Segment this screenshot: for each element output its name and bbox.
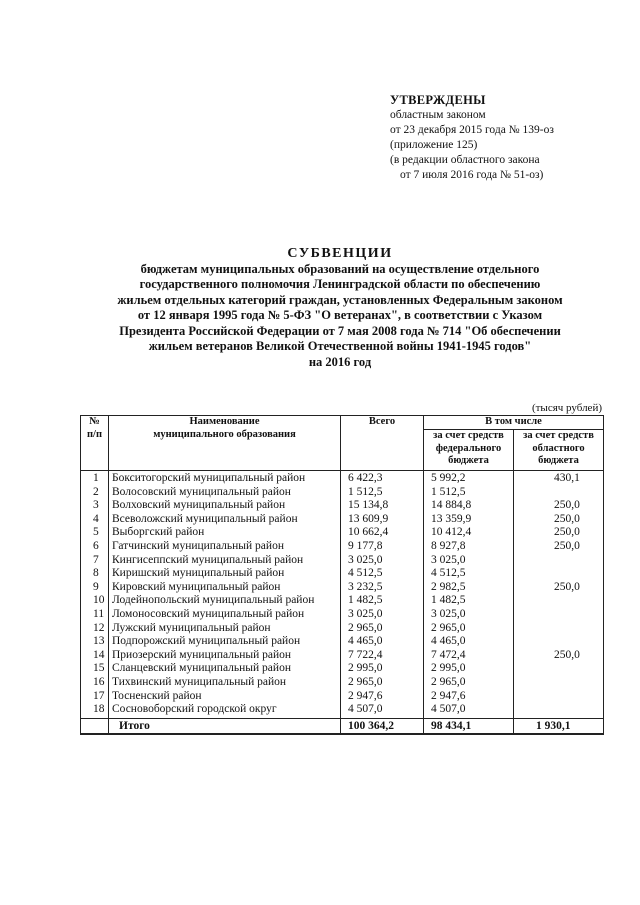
row-federal: 5 992,2: [424, 471, 514, 486]
row-federal: 3 025,0: [424, 554, 514, 568]
row-regional: 250,0: [514, 581, 604, 595]
row-num: 6: [81, 540, 109, 554]
subventions-table: [80, 415, 604, 735]
row-total: 3 025,0: [341, 608, 424, 622]
table-row: [81, 622, 604, 636]
row-total: 6 422,3: [341, 471, 424, 486]
title-line-5: Президента Российской Федерации от 7 мая 2008 года № 714 "Об обеспечении: [119, 323, 561, 338]
row-regional: 250,0: [514, 499, 604, 513]
totals-federal: 98 434,1: [424, 718, 514, 734]
row-federal: 8 927,8: [424, 540, 514, 554]
row-municipality-name: Сосновоборский городской округ: [109, 703, 341, 718]
row-total: 4 512,5: [341, 567, 424, 581]
row-num: 18: [81, 703, 109, 718]
row-num: 16: [81, 676, 109, 690]
table-row: [81, 486, 604, 500]
row-municipality-name: Бокситогорский муниципальный район: [109, 471, 341, 486]
row-num: 9: [81, 581, 109, 595]
row-regional: 250,0: [514, 526, 604, 540]
totals-row: [81, 718, 604, 734]
row-regional: [514, 676, 604, 690]
approval-line-5: от 7 июля 2016 года № 51-оз): [400, 169, 544, 181]
document-title: [80, 246, 600, 370]
row-regional: [514, 703, 604, 718]
row-regional: 250,0: [514, 513, 604, 527]
row-federal: 2 965,0: [424, 676, 514, 690]
approval-line-3: (приложение 125): [390, 139, 478, 151]
table-row: [81, 581, 604, 595]
table-row: [81, 567, 604, 581]
table-row: [81, 690, 604, 704]
totals-total: 100 364,2: [341, 718, 424, 734]
row-total: 13 609,9: [341, 513, 424, 527]
row-municipality-name: Приозерский муниципальный район: [109, 649, 341, 663]
row-federal: 1 482,5: [424, 594, 514, 608]
header-federal: за счет средств федерального бюджета: [424, 430, 514, 471]
row-num: 12: [81, 622, 109, 636]
row-municipality-name: Сланцевский муниципальный район: [109, 662, 341, 676]
row-municipality-name: Всеволожский муниципальный район: [109, 513, 341, 527]
row-total: 1 512,5: [341, 486, 424, 500]
row-regional: 250,0: [514, 540, 604, 554]
row-municipality-name: Тихвинский муниципальный район: [109, 676, 341, 690]
row-regional: [514, 554, 604, 568]
row-num: 13: [81, 635, 109, 649]
table-row: [81, 703, 604, 718]
row-regional: 430,1: [514, 471, 604, 486]
table-body: [81, 471, 604, 719]
row-municipality-name: Кировский муниципальный район: [109, 581, 341, 595]
table-row: [81, 513, 604, 527]
row-municipality-name: Гатчинский муниципальный район: [109, 540, 341, 554]
row-municipality-name: Подпорожский муниципальный район: [109, 635, 341, 649]
row-municipality-name: Волховский муниципальный район: [109, 499, 341, 513]
row-federal: 4 507,0: [424, 703, 514, 718]
table-row: [81, 594, 604, 608]
row-federal: 2 947,6: [424, 690, 514, 704]
row-total: 2 947,6: [341, 690, 424, 704]
row-total: 15 134,8: [341, 499, 424, 513]
row-regional: [514, 567, 604, 581]
row-total: 4 465,0: [341, 635, 424, 649]
row-municipality-name: Лодейнопольский муниципальный район: [109, 594, 341, 608]
row-regional: [514, 594, 604, 608]
totals-label: Итого: [109, 718, 341, 734]
header-name: [109, 416, 341, 471]
header-including: В том числе: [424, 416, 604, 430]
table-row: [81, 540, 604, 554]
row-municipality-name: Выборгский район: [109, 526, 341, 540]
row-regional: [514, 622, 604, 636]
row-federal: 14 884,8: [424, 499, 514, 513]
header-num: № п/п: [81, 416, 109, 471]
row-municipality-name: Тосненский район: [109, 690, 341, 704]
title-line-3: жильем отдельных категорий граждан, установленных Федеральным законом: [117, 292, 563, 307]
row-num: 17: [81, 690, 109, 704]
table-row: [81, 471, 604, 486]
row-total: 7 722,4: [341, 649, 424, 663]
table-row: [81, 608, 604, 622]
table-row: [81, 554, 604, 568]
row-federal: 3 025,0: [424, 608, 514, 622]
row-regional: [514, 486, 604, 500]
row-total: 1 482,5: [341, 594, 424, 608]
row-federal: 1 512,5: [424, 486, 514, 500]
title-line-2: государственного полномочия Ленинградской области по обеспечению: [139, 277, 541, 291]
title-line-7: на 2016 год: [308, 354, 372, 369]
row-num: 1: [81, 471, 109, 486]
row-num: 4: [81, 513, 109, 527]
row-municipality-name: Кингисеппский муниципальный район: [109, 554, 341, 568]
row-num: 10: [81, 594, 109, 608]
row-num: 8: [81, 567, 109, 581]
header-regional: за счет средств областного бюджета: [514, 430, 604, 471]
row-regional: [514, 662, 604, 676]
approval-heading: УТВЕРЖДЕНЫ: [390, 93, 486, 107]
row-num: 3: [81, 499, 109, 513]
row-federal: 10 412,4: [424, 526, 514, 540]
row-num: 7: [81, 554, 109, 568]
row-num: 2: [81, 486, 109, 500]
totals-num-cell: [81, 718, 109, 734]
row-total: 9 177,8: [341, 540, 424, 554]
header-name-line-2: муниципального образования: [153, 428, 296, 440]
row-total: 3 232,5: [341, 581, 424, 595]
row-num: 14: [81, 649, 109, 663]
row-federal: 2 982,5: [424, 581, 514, 595]
table-row: [81, 499, 604, 513]
row-federal: 4 465,0: [424, 635, 514, 649]
row-regional: [514, 608, 604, 622]
table-row: [81, 662, 604, 676]
table-row: [81, 526, 604, 540]
row-total: 3 025,0: [341, 554, 424, 568]
row-num: 5: [81, 526, 109, 540]
row-regional: [514, 690, 604, 704]
row-total: 10 662,4: [341, 526, 424, 540]
title-line-1: бюджетам муниципальных образований на осуществление отдельного: [140, 261, 540, 276]
header-name-line-1: Наименование: [189, 416, 260, 427]
row-total: 2 995,0: [341, 662, 424, 676]
row-federal: 2 995,0: [424, 662, 514, 676]
table-row: [81, 635, 604, 649]
approval-line-2: от 23 декабря 2015 года № 139-оз: [390, 124, 554, 136]
row-num: 15: [81, 662, 109, 676]
row-federal: 7 472,4: [424, 649, 514, 663]
row-municipality-name: Волосовский муниципальный район: [109, 486, 341, 500]
approval-line-1: областным законом: [390, 109, 486, 121]
title-main: СУБВЕНЦИИ: [287, 246, 393, 261]
row-federal: 2 965,0: [424, 622, 514, 636]
approval-stamp: [390, 93, 630, 183]
units-note: (тысяч рублей): [531, 402, 602, 414]
row-regional: 250,0: [514, 649, 604, 663]
row-municipality-name: Ломоносовский муниципальный район: [109, 608, 341, 622]
approval-line-4: (в редакции областного закона: [390, 154, 540, 166]
row-federal: 4 512,5: [424, 567, 514, 581]
row-municipality-name: Лужский муниципальный район: [109, 622, 341, 636]
row-municipality-name: Киришский муниципальный район: [109, 567, 341, 581]
header-total: Всего: [341, 416, 424, 471]
row-regional: [514, 635, 604, 649]
row-total: 2 965,0: [341, 622, 424, 636]
row-num: 11: [81, 608, 109, 622]
title-line-4: от 12 января 1995 года № 5-ФЗ "О ветеранах", в соответствии с Указом: [137, 308, 543, 322]
row-total: 2 965,0: [341, 676, 424, 690]
totals-regional: 1 930,1: [514, 718, 604, 734]
row-federal: 13 359,9: [424, 513, 514, 527]
row-total: 4 507,0: [341, 703, 424, 718]
table-row: [81, 676, 604, 690]
title-line-6: жильем ветеранов Великой Отечественной войны 1941-1945 годов": [148, 339, 532, 353]
table-row: [81, 649, 604, 663]
